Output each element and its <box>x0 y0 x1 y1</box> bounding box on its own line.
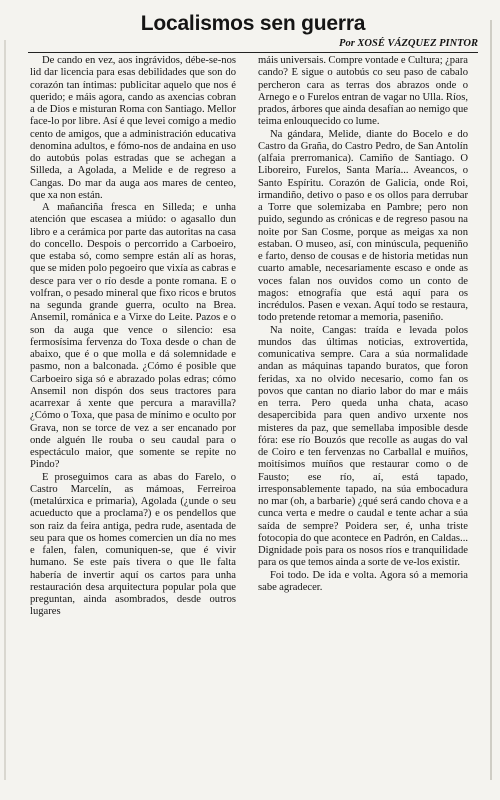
article-header <box>28 12 478 53</box>
article-title: Localismos sen guerra <box>140 12 366 35</box>
article-byline: Por XOSÉ VÁZQUEZ PINTOR <box>339 38 478 49</box>
article-column-right <box>258 55 468 790</box>
paragraph: De cando en vez, aos ingrávidos, débe-se-nos lid dar licencia para esas debilidades que son do corazón tan íntimas: publicitar aquelo que nos é querido; e máis agora, cando as axencias cobran a de Dios e misturan Roma con Santiago. Mellor face-lo por libre. Así é que levei comigo a medio cento de amigos, que a administración educativa denomina adultos, e fómo-nos de andaina en uso do autobús polas estradas que se achegan a Silleda, a Agolada, a Melide e de regreso a Cangas. Do mar da auga aos mares de centeo, que xa non están. <box>30 55 236 201</box>
title-rule <box>28 52 478 53</box>
paragraph: Na gándara, Melide, diante do Bocelo e do Castro da Graña, do Castro Pedro, de San Antolín (alfaia prerromanica). Camiño de Santiago. O Liboreiro, Furelos, Santa María... Aveancos, o Santo Espíritu. Corazón de Galicia, onde Roi, irmandiño, detivo o paso e os ollos para derrubar a Torre que solemizaba en Pambre; pero non puido, segundo as crónicas e de regreso pasou na noite por San Cosme, porque as meigas xa non estaban. O museo, así, con minúscula, pequeniño e farto, denso de cousas e de historia metidas nun cuarto amable, necesariamente escaso e onde as voces falan nos ouvidos como un conto de magos: etnografía que está aquí para os incrédulos. Pasen e vexan. Aquí todo se restaura, todo pretende retomar a memoria, paseniño. <box>258 128 468 324</box>
paragraph: E proseguimos cara as abas do Farelo, o Castro Marcelín, as mámoas, Ferreiroa (metalúrxica e primaria), Agolada (¿unde o seu acueducto que a proclama?) e os pendellos que son raiz da feira antiga, pedra rude, asentada de seu para que os homes comercien un día no mes e falen, falen, comuniquen-se, que é vivir humano. Se este país tivera o que lle falta habería de invertir aquí os cartos para unha restauración desa arquitectura popular pola que preguntan, ainda asombrados, desde outros lugares <box>30 471 236 618</box>
paragraph: A mañanciña fresca en Silleda; e unha atención que escasea a miúdo: o agasallo dun libro e a cerámica por parte das autoritas na casa do concello. Despois o percorrido a Carboeiro, que estaba só, como sempre están alí as horas, que se miden polo pegoeiro que vixía as cabras e desce para ver o río desde a ponte romana. E o volfran, o pesado mineral que fixo ricos e brutos na segunda grande guerra, oculto na Brea. Ansemil, románica e a Virxe do Leite. Pazos e o son da auga que vence o silencio: esa fermosísima fervenza do Toxa desde o chan de abaixo, que é o que molla e dá solemnidade e pasmo, non a balconada. ¿Cómo é posible que Carboeiro siga só e abrazado polas edras; cómo Ansemil non dispón dos seus tractores para acarrexar á xente que percura a maravilla? ¿Cómo o Toxa, que pasa de mínimo e oculto por Grava, non se torce de vez a ser encanado por onde alguén lle rouba o seu caudal para o espectáculo maior, que somente se repite no Pindo? <box>30 202 236 471</box>
paragraph: máis universais. Compre vontade e Cultura; ¿para cando? E sigue o autobús co seu paso de cabalo percheron cara as terras dos abrazos onde o Arnego e o Furelos entran de vagar no Ulla. Ríos, prados, árbores que ainda desafían ao nemigo que teima enlouquecido co lume. <box>258 55 468 128</box>
paragraph: Foi todo. De ida e volta. Agora só a memoria sabe agradecer. <box>258 569 468 593</box>
page-edge-shadow <box>490 20 492 780</box>
article-column-left <box>30 55 236 790</box>
paragraph: Na noite, Cangas: traída e levada polos mundos das últimas noticias, extrovertida, comunicativa sempre. Cara a súa normalidade andan as máquinas tapando buratos, que foron feridas, xa no olvido necesario, como fan os povos que cantan no diario labor do mar e máis en terra. Pero queda unha chata, acaso desapercibida para quen andivo urxente nos misteres da paz, que semellaba imposible desde fóra: ese río Bouzós que recolle as augas do val de Coiro e ten fervenzas no Carballal e muíños, moitísimos muíños que restaurar como o de Fausto; ese río, aí, está tapado, irresponsablemente tapado, na súa embocadura no mar (oh, a barbarie) ¿qué será cando chova e a cunca verta e medre o caudal e tente achar a súa saída de sempre? Poidera ser, é, unha triste fotocopia do que acontece en Padrón, en Caldas... Dignidade pois para os nosos ríos e tranquilidade para os que temos ainda a sorte de ve-los existir. <box>258 324 468 569</box>
page-edge-shadow <box>4 40 6 780</box>
